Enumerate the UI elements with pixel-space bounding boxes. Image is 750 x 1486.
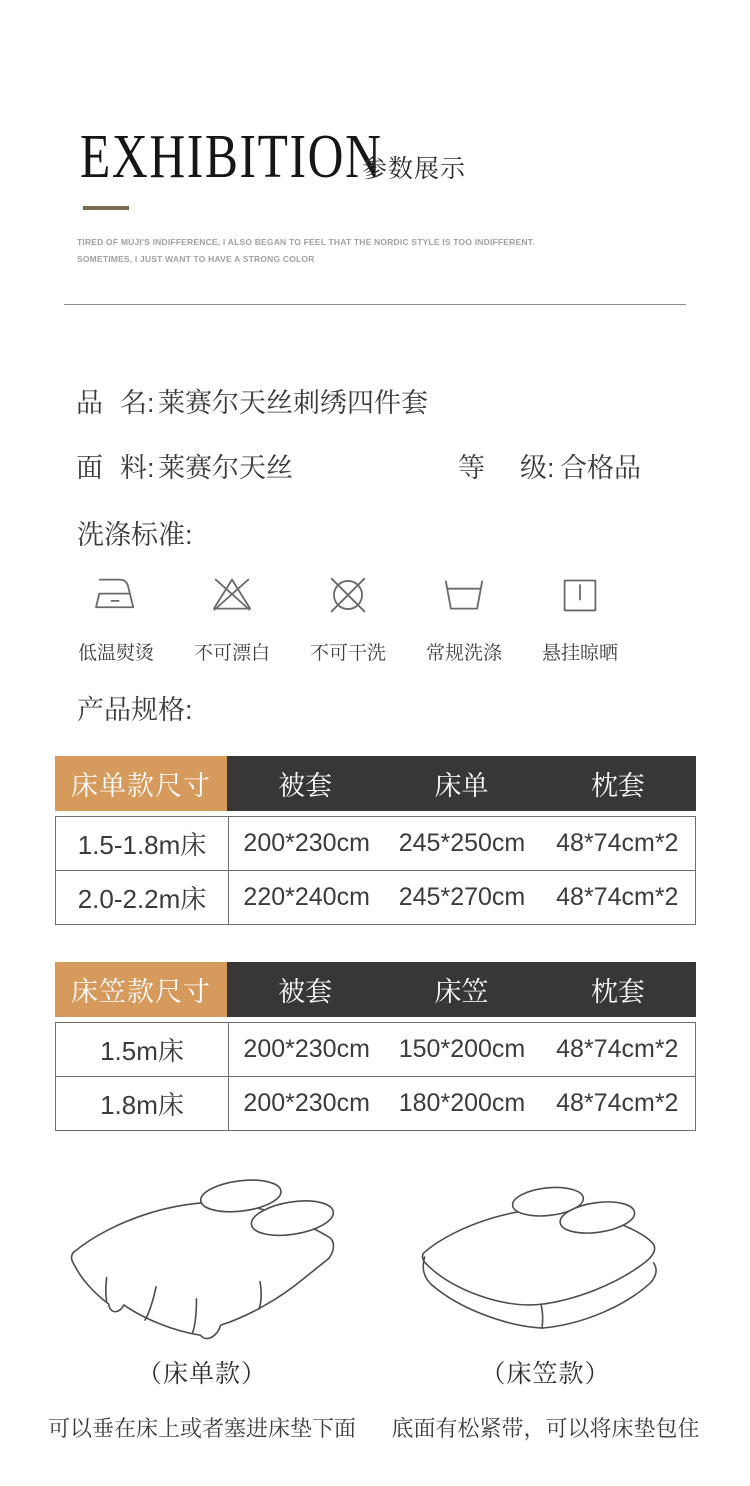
value-cell: 48*74cm*2 [556,1089,679,1117]
washing-item-iron [58,566,174,665]
row-size-cell: 1.5m床 [56,1023,229,1076]
column-header: 床单 [434,771,489,801]
table-column-headers [227,962,696,1017]
column-header: 枕套 [590,771,645,801]
section-title-en: EXHIBITION [80,123,383,191]
fabric-label: 面 [76,453,103,483]
spec-section-title: 产品规格: [77,695,193,725]
no-dry-clean-icon [319,566,377,629]
tagline-line-1: TIRED OF MUJI'S INDIFFERENCE, I ALSO BEGAN TO FEEL THAT THE NORDIC STYLE IS TOO INDIFFERENT. [77,237,535,247]
table-row [56,1023,695,1076]
size-table-flat-sheet [55,756,696,925]
table-corner-header: 床单款尺寸 [55,756,227,811]
fabric-value: 莱赛尔天丝 [158,453,293,483]
grade-label: 等 [458,453,485,483]
value-cell: 150*200cm [398,1035,526,1063]
illustration-caption: （床笠款） [480,1360,611,1388]
table-row [56,870,695,924]
value-cell: 48*74cm*2 [556,883,679,911]
value-cell: 245*270cm [398,883,526,911]
grade-value: 合格品 [560,453,641,483]
washing-item-label: 常规洗涤 [425,643,502,664]
table-header-row [55,756,696,811]
washing-item-normal-wash [406,566,522,665]
value-cell: 200*230cm [243,1089,370,1117]
value-cell: 48*74cm*2 [556,829,679,857]
column-header: 床笠 [434,977,489,1007]
washing-item-no-dry-clean [290,566,406,665]
product-name-label: 品 [76,388,103,418]
column-header: 被套 [278,771,333,801]
row-size-cell: 1.8m床 [56,1077,229,1130]
table-column-headers [227,756,696,811]
size-table-fitted-sheet [55,962,696,1131]
washing-icons-row [58,566,638,665]
tagline-line-2: SOMETIMES, I JUST WANT TO HAVE A STRONG COLOR [77,254,315,264]
washing-item-no-bleach [174,566,290,665]
hang-dry-icon [551,566,609,629]
row-values [229,817,695,870]
row-size-cell: 1.5-1.8m床 [56,817,229,870]
fitted-sheet-illustration-block [378,1172,713,1443]
value-cell: 200*230cm [243,1035,370,1063]
table-body [55,816,696,925]
accent-dash [83,206,129,210]
divider-line [64,304,686,305]
row-values [229,1023,695,1076]
washing-item-hang-dry [522,566,638,665]
washing-item-label: 不可干洗 [309,643,386,664]
product-name-value: 莱赛尔天丝刺绣四件套 [158,388,428,418]
column-header: 被套 [278,977,333,1007]
tagline [77,234,535,268]
table-row [56,817,695,870]
washing-item-label: 不可漂白 [193,643,270,664]
value-cell: 48*74cm*2 [556,1035,679,1063]
column-header: 枕套 [590,977,645,1007]
illustration-caption: （床单款） [136,1360,267,1388]
illustration-note: 可以垂在床上或者塞进床垫下面 [47,1416,356,1441]
value-cell: 200*230cm [243,829,370,857]
value-cell: 180*200cm [398,1089,526,1117]
value-cell: 220*240cm [243,883,370,911]
no-bleach-icon [203,566,261,629]
washing-item-label: 低温熨烫 [77,643,154,664]
illustration-note: 底面有松紧带，可以将床垫包住 [391,1416,700,1441]
row-size-cell: 2.0-2.2m床 [56,871,229,924]
flat-sheet-bed-illustration [43,1172,361,1342]
washing-item-label: 悬挂晾晒 [541,643,618,664]
washing-section-title: 洗涤标准: [77,520,193,550]
value-cell: 245*250cm [398,829,526,857]
normal-wash-icon [435,566,493,629]
product-name-label-2: 名: [120,388,155,418]
row-values [229,1077,695,1130]
grade-label-2: 级: [520,453,555,483]
flat-sheet-illustration-block [28,1172,376,1443]
row-values [229,871,695,924]
section-title-zh: 参数展示 [362,155,467,183]
fitted-sheet-bed-illustration [397,1172,695,1342]
table-header-row [55,962,696,1017]
table-row [56,1076,695,1130]
iron-low-temp-icon [87,566,145,629]
table-corner-header: 床笠款尺寸 [55,962,227,1017]
fabric-label-2: 料: [120,453,155,483]
table-body [55,1022,696,1131]
